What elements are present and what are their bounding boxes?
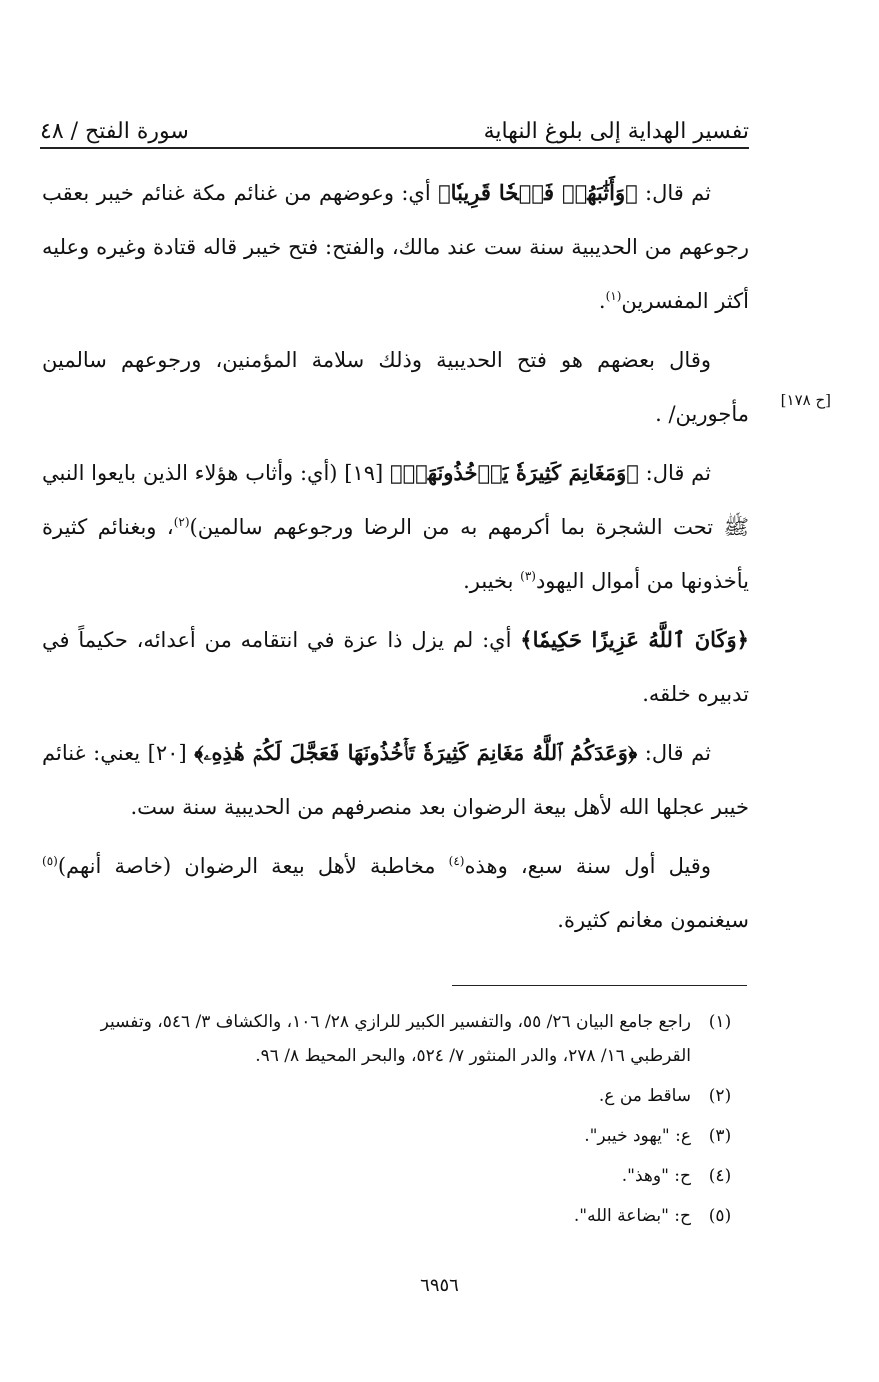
footnote-item <box>42 1159 749 1193</box>
body-paragraph <box>42 726 749 834</box>
footnote-number: (٥) <box>708 1206 732 1226</box>
main-text <box>42 166 749 952</box>
footnote-ref: (٢) <box>173 515 190 529</box>
footnote-item <box>42 1005 749 1073</box>
footnote-number: (١) <box>708 1012 732 1032</box>
body-paragraph <box>42 166 749 328</box>
footnotes <box>42 1005 749 1239</box>
text-run: ، وبغنائم كثيرة يأخذونها من أموال اليهود <box>42 515 749 593</box>
footnote-ref: (٥) <box>42 854 58 868</box>
body-paragraph <box>42 613 749 721</box>
footnote-text: ح: "وهذ". <box>621 1166 691 1186</box>
footnote-text: ع: "يهود خيبر". <box>584 1126 691 1146</box>
footnote-item <box>42 1079 749 1113</box>
text-run: وقيل أول سنة سبع، وهذه <box>464 854 711 878</box>
text-run: أي: وعوضهم من غنائم مكة غنائم خيبر بعقب رجوعهم من الحديبية سنة ست عند مالك، والفتح: فتح خيبر قاله قتادة وغيره وعليه أكثر المفسرين <box>42 181 749 313</box>
page-number: ٦٩٥٦ <box>420 1275 459 1296</box>
text-run: [١٩] (أي: وأثاب هؤلاء الذين بايعوا النبي ﷺ تحت الشجرة بما أكرمهم به من الرضا ورجوعهم سالمين) <box>42 461 749 539</box>
footnote-ref: (٤) <box>448 854 465 868</box>
text-run: [٢٠] يعني: غنائم خيبر عجلها الله لأهل بيعة الرضوان بعد منصرفهم من الحديبية سنة ست. <box>42 741 749 819</box>
footnote-number: (٤) <box>708 1166 732 1186</box>
quran-verse: ﴿وَكَانَ ٱللَّهُ عَزِيزًا حَكِيمٗا﴾ <box>520 627 749 652</box>
text-run: بخيبر. <box>463 569 521 593</box>
footnote-number: (٣) <box>708 1126 732 1146</box>
manuscript-folio-note: [ح ١٧٨] <box>780 391 831 409</box>
footnote-text: ساقط من ع. <box>598 1086 691 1106</box>
header-rule <box>40 147 749 149</box>
book-title: تفسير الهداية إلى بلوغ النهاية <box>483 119 749 144</box>
footnote-ref: (٣) <box>520 569 536 583</box>
quran-verse: ﴿وَمَغَانِمَ كَثِيرَةٗ يَأۡخُذُونَهَاۗ﴾ <box>389 460 639 485</box>
text-run: أي: لم يزل ذا عزة في انتقامه من أعدائه، حكيماً في تدبيره خلقه. <box>42 628 749 706</box>
text-run: . <box>598 289 606 313</box>
text-run: ثم قال: <box>637 181 711 205</box>
footnote-text: ح: "بضاعة الله". <box>573 1206 691 1226</box>
footnote-ref: (١) <box>605 289 622 303</box>
body-paragraph <box>42 446 749 608</box>
footnote-item <box>42 1199 749 1233</box>
running-header <box>40 96 749 144</box>
footnote-text: راجع جامع البيان ٢٦/ ٥٥، والتفسير الكبير للرازي ٢٨/ ١٠٦، والكشاف ٣/ ٥٤٦، وتفسير القرطبي ١٦/ ٢٧٨، والدر المنثور ٧/ ٥٢٤، والبحر المحيط ٨/ ٩٦. <box>100 1012 691 1066</box>
surah-label: سورة الفتح / ٤٨ <box>40 119 189 144</box>
text-run: وقال بعضهم هو فتح الحديبية وذلك سلامة المؤمنين، ورجوعهم سالمين مأجورين/ . <box>42 348 749 426</box>
text-run: مخاطبة لأهل بيعة الرضوان (خاصة أنهم) <box>57 854 449 878</box>
footnote-item <box>42 1119 749 1153</box>
body-paragraph <box>42 839 749 947</box>
quran-verse: ﴿وَعَدَكُمُ ٱللَّهُ مَغَانِمَ كَثِيرَةٗ تَأۡخُذُونَهَا فَعَجَّلَ لَكُمۡ هَٰذِهِۦ﴾ <box>194 740 638 765</box>
text-run: ثم قال: <box>638 461 711 485</box>
quran-verse: ﴿وَأَثَٰبَهُمۡ فَتۡحٗا قَرِيبٗا﴾ <box>438 180 638 205</box>
footnote-number: (٢) <box>708 1086 732 1106</box>
footnote-rule <box>452 985 747 986</box>
body-paragraph <box>42 333 749 441</box>
text-run: سيغنمون مغانم كثيرة. <box>557 908 749 932</box>
text-run: ثم قال: <box>637 741 711 765</box>
